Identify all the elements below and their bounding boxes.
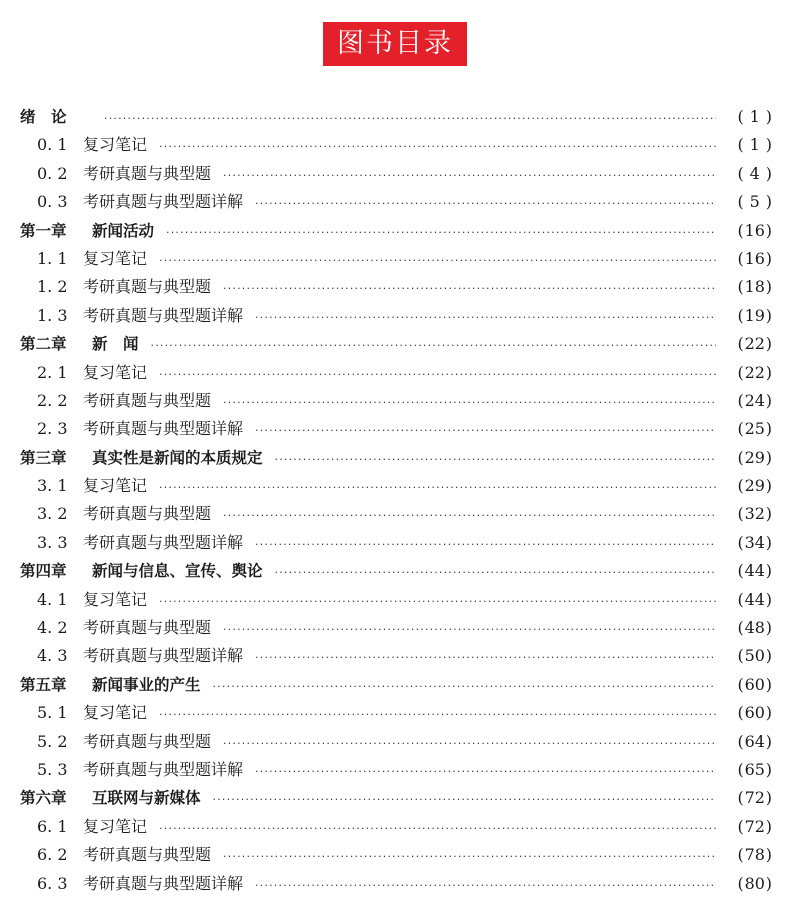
toc-entry-page-number: 18 xyxy=(744,277,765,297)
toc-entry-page: (29) xyxy=(722,472,772,500)
toc-entry-page-number: 16 xyxy=(744,248,765,268)
toc-entry-page: (29) xyxy=(722,444,772,472)
toc-entry-page: ( 1 ) xyxy=(722,131,772,159)
toc-entry-title: 考研真题与典型题 xyxy=(83,277,212,297)
toc-entry-page: (44) xyxy=(722,586,772,614)
toc-section-entry[interactable] xyxy=(20,245,772,273)
toc-entry-number: 2. 1 xyxy=(37,362,68,382)
dot-leader xyxy=(159,133,716,161)
toc-entry-page-number: 60 xyxy=(744,674,765,694)
dot-leader xyxy=(213,673,716,701)
dot-leader xyxy=(159,361,716,389)
toc-entry-number: 5. 1 xyxy=(37,703,68,723)
dot-leader xyxy=(223,616,716,644)
toc-entry-number: 第一章 xyxy=(20,221,67,240)
toc-section-entry[interactable] xyxy=(20,387,772,415)
toc-entry-title: 考研真题与典型题详解 xyxy=(83,305,244,325)
toc-chapter-entry[interactable] xyxy=(20,557,772,585)
dot-leader xyxy=(255,758,716,786)
toc-entry-page: ( 1 ) xyxy=(722,103,772,131)
toc-entry-page: (60) xyxy=(722,671,772,699)
toc-section-entry[interactable] xyxy=(20,529,772,557)
toc-entry-page-number: 32 xyxy=(744,504,765,524)
toc-section-entry[interactable] xyxy=(20,500,772,528)
toc-section-entry[interactable] xyxy=(20,699,772,727)
toc-entry-title: 考研真题与典型题详解 xyxy=(83,419,244,439)
dot-leader xyxy=(255,190,716,218)
toc-entry-number: 4. 3 xyxy=(37,646,68,666)
toc-entry-title: 新闻事业的产生 xyxy=(92,675,201,694)
toc-chapter-entry[interactable] xyxy=(20,330,772,358)
dot-leader xyxy=(255,644,716,672)
dot-leader xyxy=(255,531,716,559)
toc-section-entry[interactable] xyxy=(20,188,772,216)
toc-entry-page: (44) xyxy=(722,557,772,585)
dot-leader xyxy=(223,502,716,530)
toc-entry-page-number: 48 xyxy=(744,618,765,638)
toc-entry-page-number: 44 xyxy=(744,561,765,581)
toc-entry-page: (25) xyxy=(722,415,772,443)
toc-entry-page-number: 34 xyxy=(744,532,765,552)
toc-entry-title: 考研真题与典型题 xyxy=(83,504,212,524)
toc-entry-page: ( 5 ) xyxy=(722,188,772,216)
toc-entry-title: 复习笔记 xyxy=(83,362,148,382)
dot-leader xyxy=(223,389,716,417)
toc-entry-page-number: 80 xyxy=(744,873,765,893)
toc-entry-page: (19) xyxy=(722,302,772,330)
toc-entry-page: (78) xyxy=(722,841,772,869)
toc-chapter-entry[interactable] xyxy=(20,103,772,131)
toc-entry-page-number: 24 xyxy=(744,390,765,410)
toc-section-entry[interactable] xyxy=(20,302,772,330)
toc-section-entry[interactable] xyxy=(20,160,772,188)
dot-leader xyxy=(166,219,716,247)
toc-entry-page: (32) xyxy=(722,500,772,528)
page-title: 图书目录 xyxy=(323,22,467,66)
toc-entry-number: 3. 1 xyxy=(37,476,68,496)
toc-entry-title: 考研真题与典型题详解 xyxy=(83,192,244,212)
toc-entry-number: 0. 1 xyxy=(37,135,68,155)
dot-leader xyxy=(275,446,716,474)
dot-leader xyxy=(159,588,716,616)
dot-leader xyxy=(255,304,716,332)
toc-entry-page-number: 16 xyxy=(744,220,765,240)
toc-entry-page-number: 22 xyxy=(744,362,765,382)
toc-section-entry[interactable] xyxy=(20,728,772,756)
toc-section-entry[interactable] xyxy=(20,813,772,841)
toc-entry-number: 第二章 xyxy=(20,335,67,354)
dot-leader xyxy=(223,843,716,871)
toc-entry-title: 考研真题与典型题 xyxy=(83,731,212,751)
toc-chapter-entry[interactable] xyxy=(20,671,772,699)
dot-leader xyxy=(159,701,716,729)
toc-entry-page: (80) xyxy=(722,870,772,898)
toc-chapter-entry[interactable] xyxy=(20,784,772,812)
toc-entry-title: 考研真题与典型题详解 xyxy=(83,532,244,552)
toc-entry-page-number: 72 xyxy=(744,816,765,836)
toc-entry-page-number: 22 xyxy=(744,334,765,354)
toc-entry-page: (16) xyxy=(722,217,772,245)
toc-entry-title: 复习笔记 xyxy=(83,135,148,155)
toc-entry-number: 绪 论 xyxy=(20,108,67,126)
toc-entry-number: 第四章 xyxy=(20,562,67,581)
toc-entry-page: (16) xyxy=(722,245,772,273)
toc-entry-page: (50) xyxy=(722,642,772,670)
toc-entry-page: (72) xyxy=(722,813,772,841)
toc-entry-page-number: 60 xyxy=(744,703,765,723)
toc-chapter-entry[interactable] xyxy=(20,444,772,472)
toc-entry-title: 复习笔记 xyxy=(83,476,148,496)
toc-entry-page-number: 72 xyxy=(744,788,765,808)
toc-entry-page: (34) xyxy=(722,529,772,557)
toc-section-entry[interactable] xyxy=(20,642,772,670)
toc-entry-title: 新闻活动 xyxy=(92,221,155,240)
dot-leader xyxy=(223,162,716,190)
toc-entry-number: 第五章 xyxy=(20,675,67,694)
toc-entry-title: 考研真题与典型题 xyxy=(83,618,212,638)
toc-entry-page-number: 5 xyxy=(749,192,760,212)
toc-section-entry[interactable] xyxy=(20,359,772,387)
dot-leader xyxy=(159,247,716,275)
dot-leader xyxy=(159,815,716,843)
toc-entry-page: (65) xyxy=(722,756,772,784)
toc-entry-title: 新闻与信息、宣传、舆论 xyxy=(92,562,263,581)
toc-section-entry[interactable] xyxy=(20,273,772,301)
toc-entry-page-number: 19 xyxy=(744,305,765,325)
dot-leader xyxy=(223,730,716,758)
toc-entry-page: (72) xyxy=(722,784,772,812)
toc-entry-title: 互联网与新媒体 xyxy=(92,789,201,808)
toc-entry-number: 6. 1 xyxy=(37,816,68,836)
toc-entry-page-number: 64 xyxy=(744,731,765,751)
dot-leader xyxy=(151,332,716,360)
toc-entry-page: ( 4 ) xyxy=(722,160,772,188)
toc-entry-page-number: 50 xyxy=(744,646,765,666)
toc-entry-number: 5. 2 xyxy=(37,731,68,751)
toc-entry-page: (64) xyxy=(722,728,772,756)
toc-entry-page-number: 65 xyxy=(744,759,765,779)
toc-entry-number: 2. 2 xyxy=(37,390,68,410)
toc-entry-page-number: 4 xyxy=(749,163,760,183)
dot-leader xyxy=(275,559,716,587)
dot-leader xyxy=(223,275,716,303)
toc-entry-page-number: 25 xyxy=(744,419,765,439)
toc-entry-page: (22) xyxy=(722,330,772,358)
toc-entry-number: 第六章 xyxy=(20,789,67,808)
toc-section-entry[interactable] xyxy=(20,756,772,784)
toc-section-entry[interactable] xyxy=(20,415,772,443)
toc-entry-number: 第三章 xyxy=(20,448,67,467)
toc-entry-page-number: 1 xyxy=(749,135,760,155)
table-of-contents xyxy=(20,103,772,898)
toc-entry-title: 考研真题与典型题详解 xyxy=(83,646,244,666)
toc-entry-number: 2. 3 xyxy=(37,419,68,439)
title-banner xyxy=(0,22,790,66)
toc-section-entry[interactable] xyxy=(20,870,772,898)
toc-section-entry[interactable] xyxy=(20,586,772,614)
toc-entry-title: 考研真题与典型题 xyxy=(83,845,212,865)
toc-entry-number: 0. 3 xyxy=(37,192,68,212)
dot-leader xyxy=(159,474,716,502)
toc-entry-title: 真实性是新闻的本质规定 xyxy=(92,448,263,467)
toc-entry-page-number: 1 xyxy=(749,107,760,126)
toc-section-entry[interactable] xyxy=(20,472,772,500)
dot-leader xyxy=(213,786,716,814)
toc-entry-page: (24) xyxy=(722,387,772,415)
toc-entry-title: 复习笔记 xyxy=(83,589,148,609)
toc-entry-number: 3. 2 xyxy=(37,504,68,524)
toc-entry-number: 6. 3 xyxy=(37,873,68,893)
toc-entry-title: 复习笔记 xyxy=(83,703,148,723)
toc-entry-page: (18) xyxy=(722,273,772,301)
toc-section-entry[interactable] xyxy=(20,131,772,159)
toc-entry-page: (60) xyxy=(722,699,772,727)
toc-entry-page-number: 29 xyxy=(744,447,765,467)
toc-entry-title: 考研真题与典型题 xyxy=(83,163,212,183)
toc-section-entry[interactable] xyxy=(20,841,772,869)
toc-entry-page-number: 44 xyxy=(744,589,765,609)
toc-entry-number: 5. 3 xyxy=(37,759,68,779)
dot-leader xyxy=(255,417,716,445)
toc-entry-title: 复习笔记 xyxy=(83,816,148,836)
toc-entry-number: 6. 2 xyxy=(37,845,68,865)
toc-section-entry[interactable] xyxy=(20,614,772,642)
toc-entry-number: 4. 2 xyxy=(37,618,68,638)
toc-entry-number: 3. 3 xyxy=(37,532,68,552)
toc-entry-number: 1. 3 xyxy=(37,305,68,325)
toc-entry-title: 考研真题与典型题详解 xyxy=(83,873,244,893)
toc-entry-title: 考研真题与典型题详解 xyxy=(83,759,244,779)
toc-entry-title: 新 闻 xyxy=(92,335,139,354)
toc-entry-title: 复习笔记 xyxy=(83,248,148,268)
toc-entry-number: 1. 1 xyxy=(37,248,68,268)
toc-entry-page: (22) xyxy=(722,359,772,387)
toc-entry-number: 4. 1 xyxy=(37,589,68,609)
dot-leader xyxy=(104,105,716,133)
toc-entry-number: 1. 2 xyxy=(37,277,68,297)
toc-chapter-entry[interactable] xyxy=(20,217,772,245)
toc-entry-page: (48) xyxy=(722,614,772,642)
dot-leader xyxy=(255,872,716,900)
toc-entry-page-number: 78 xyxy=(744,845,765,865)
toc-entry-title: 考研真题与典型题 xyxy=(83,390,212,410)
toc-entry-page-number: 29 xyxy=(744,476,765,496)
toc-entry-number: 0. 2 xyxy=(37,163,68,183)
